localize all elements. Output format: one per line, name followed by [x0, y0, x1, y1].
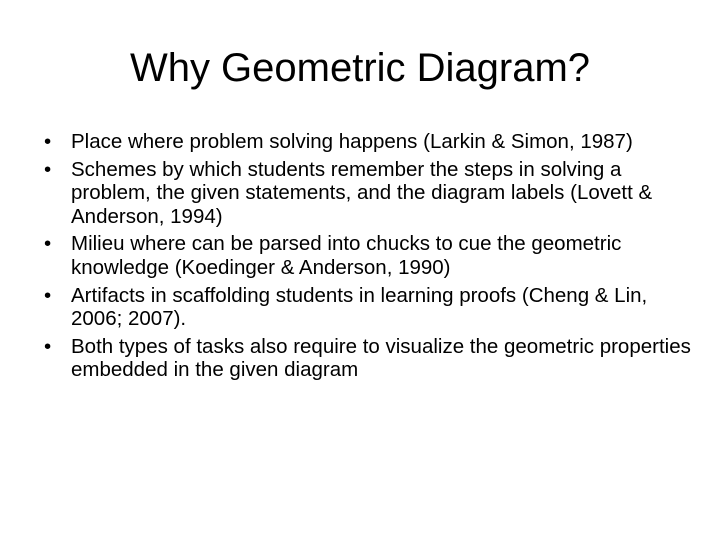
bullet-text: Milieu where can be parsed into chucks to cue the geometric knowledge (Koedinger & Anderson, 1990) — [71, 232, 622, 279]
slide-title: Why Geometric Diagram? — [129, 46, 591, 90]
bullet-item — [44, 158, 694, 229]
bullet-item — [44, 284, 694, 331]
bullet-icon: • — [44, 157, 52, 181]
bullet-icon: • — [44, 334, 52, 358]
bullet-text: Artifacts in scaffolding students in learning proofs (Cheng & Lin, 2006; 2007). — [71, 283, 648, 331]
bullet-icon: • — [44, 130, 52, 153]
bullet-text: Place where problem solving happens (Larkin & Simon, 1987) — [71, 130, 633, 153]
bullet-icon: • — [44, 232, 52, 256]
bullet-icon: • — [44, 283, 52, 307]
bullet-text: Schemes by which students remember the steps in solving a problem, the given statements, and the diagram labels (Lovett & Anderson, 1994) — [71, 157, 653, 228]
bullet-item — [44, 130, 694, 154]
bullet-text: Both types of tasks also require to visualize the geometric properties embedded in the given diagram — [71, 334, 691, 382]
bullet-list — [44, 130, 694, 386]
bullet-item — [44, 335, 694, 382]
bullet-item — [44, 232, 694, 279]
